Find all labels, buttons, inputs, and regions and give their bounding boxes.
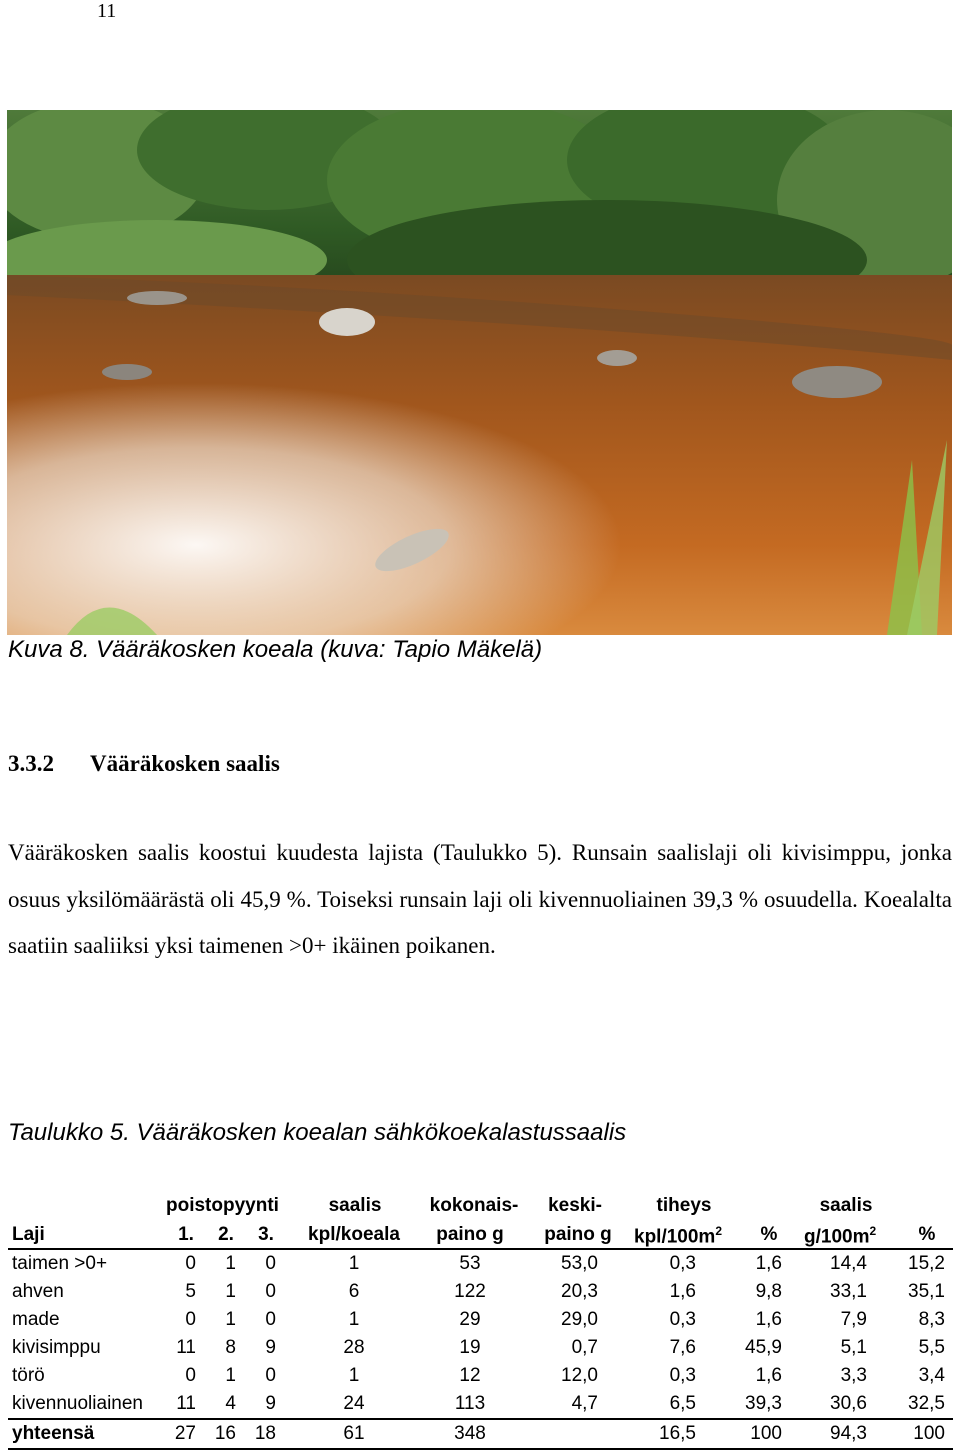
cell-p2: 4 bbox=[225, 1393, 236, 1414]
table-row bbox=[8, 1306, 953, 1334]
cell-saalp: 100 bbox=[913, 1423, 945, 1444]
cell-kpl: 28 bbox=[343, 1337, 365, 1358]
cell-kpl: 6 bbox=[348, 1281, 360, 1302]
cell-p2: 8 bbox=[225, 1337, 236, 1358]
cell-p2: 1 bbox=[225, 1281, 236, 1302]
cell-tihp: 45,9 bbox=[745, 1337, 782, 1358]
header-saalis: saalis bbox=[328, 1195, 382, 1216]
table-title: Taulukko 5. Vääräkosken koealan sähkökoekalastussaalis bbox=[8, 1119, 627, 1146]
cell-saalp: 3,4 bbox=[918, 1365, 945, 1386]
table-total-row bbox=[8, 1418, 953, 1450]
cell-p2: 1 bbox=[225, 1309, 236, 1330]
page-number: 11 bbox=[97, 0, 117, 22]
header-pct-1: % bbox=[760, 1224, 778, 1245]
cell-laji: kivennuoliainen bbox=[12, 1393, 143, 1414]
cell-kes: 53,0 bbox=[561, 1253, 598, 1274]
cell-p1: 0 bbox=[185, 1365, 196, 1386]
cell-tih: 6,5 bbox=[669, 1393, 696, 1414]
cell-saal: 30,6 bbox=[830, 1393, 867, 1414]
cell-laji: yhteensä bbox=[12, 1423, 95, 1444]
header-kokonais: kokonais- bbox=[429, 1195, 519, 1216]
cell-saal: 7,9 bbox=[840, 1309, 867, 1330]
cell-tihp: 9,8 bbox=[755, 1281, 782, 1302]
cell-tihp: 1,6 bbox=[755, 1309, 782, 1330]
cell-kpl: 1 bbox=[348, 1365, 360, 1386]
cell-p3: 9 bbox=[265, 1337, 276, 1358]
figure-caption: Kuva 8. Vääräkosken koeala (kuva: Tapio Mäkelä) bbox=[8, 636, 543, 663]
cell-p3: 9 bbox=[265, 1393, 276, 1414]
cell-kok: 29 bbox=[459, 1309, 481, 1330]
header-poisto: poistopyynti bbox=[166, 1195, 279, 1216]
header-p1: 1. bbox=[178, 1224, 194, 1245]
cell-kes: 12,0 bbox=[561, 1365, 598, 1386]
cell-saalp: 32,5 bbox=[908, 1393, 945, 1414]
cell-kes: 4,7 bbox=[571, 1393, 598, 1414]
cell-laji: törö bbox=[12, 1365, 45, 1386]
table-row bbox=[8, 1250, 953, 1278]
cell-tih: 0,3 bbox=[669, 1309, 696, 1330]
cell-kok: 19 bbox=[459, 1337, 481, 1358]
section-number: 3.3.2 bbox=[8, 751, 54, 776]
header-kpl-100m: kpl/$100m^2$ bbox=[634, 1224, 723, 1248]
section-heading bbox=[8, 751, 280, 777]
section-title-text: Vääräkosken saalis bbox=[90, 751, 280, 776]
cell-p3: 0 bbox=[265, 1309, 276, 1330]
cell-kpl: 61 bbox=[343, 1423, 365, 1444]
cell-saalp: 8,3 bbox=[918, 1309, 945, 1330]
cell-tih: 1,6 bbox=[669, 1281, 696, 1302]
table-body bbox=[8, 1250, 953, 1450]
cell-tih: 0,3 bbox=[669, 1365, 696, 1386]
cell-tih: 0,3 bbox=[669, 1253, 696, 1274]
header-laji: Laji bbox=[12, 1224, 45, 1245]
cell-kok: 12 bbox=[459, 1365, 481, 1386]
cell-kes: 0,7 bbox=[571, 1337, 598, 1358]
cell-p3: 0 bbox=[265, 1253, 276, 1274]
cell-tihp: 1,6 bbox=[755, 1365, 782, 1386]
cell-p1: 0 bbox=[185, 1309, 196, 1330]
cell-p3: 0 bbox=[265, 1281, 276, 1302]
cell-laji: made bbox=[12, 1309, 60, 1330]
cell-saal: 94,3 bbox=[830, 1423, 867, 1444]
cell-saal: 33,1 bbox=[830, 1281, 867, 1302]
cell-saal: 5,1 bbox=[840, 1337, 867, 1358]
cell-kpl: 24 bbox=[343, 1393, 365, 1414]
cell-kes: 29,0 bbox=[561, 1309, 598, 1330]
table-row bbox=[8, 1334, 953, 1362]
cell-p2: 16 bbox=[214, 1423, 236, 1444]
header-keski: keski- bbox=[548, 1195, 602, 1216]
header-p2: 2. bbox=[218, 1224, 234, 1245]
cell-tih: 7,6 bbox=[669, 1337, 696, 1358]
catch-table bbox=[8, 1190, 953, 1450]
cell-kpl: 1 bbox=[348, 1253, 360, 1274]
cell-kok: 348 bbox=[454, 1423, 486, 1444]
cell-tihp: 39,3 bbox=[745, 1393, 782, 1414]
cell-tihp: 100 bbox=[750, 1423, 782, 1444]
header-keskipaino: paino g bbox=[544, 1224, 612, 1245]
cell-kok: 53 bbox=[459, 1253, 481, 1274]
header-p3: 3. bbox=[258, 1224, 274, 1245]
cell-laji: taimen >0+ bbox=[12, 1253, 108, 1274]
cell-p1: 11 bbox=[176, 1393, 196, 1414]
body-paragraph: Vääräkosken saalis koostui kuudesta lajista (Taulukko 5). Runsain saalislaji oli kivisimppu, jonka osuus yksilömäärästä oli 45,9 %. Toiseksi runsain laji oli kivennuoliainen 39,3 % osuudella. Koealalta saatiin saaliiksi yksi taimenen >0+ ikäinen poikanen. bbox=[8, 840, 952, 958]
cell-p3: 0 bbox=[265, 1365, 276, 1386]
cell-laji: kivisimppu bbox=[12, 1337, 101, 1358]
cell-saalp: 5,5 bbox=[918, 1337, 945, 1358]
cell-kok: 122 bbox=[454, 1281, 486, 1302]
header-kokonaispaino: paino g bbox=[436, 1224, 504, 1245]
cell-tihp: 1,6 bbox=[755, 1253, 782, 1274]
header-pct-2: % bbox=[918, 1224, 936, 1245]
cell-saalp: 35,1 bbox=[908, 1281, 945, 1302]
cell-p1: 5 bbox=[185, 1281, 196, 1302]
cell-p2: 1 bbox=[225, 1365, 236, 1386]
river-photo bbox=[7, 110, 952, 635]
header-saalis-2: saalis bbox=[819, 1195, 873, 1216]
cell-saal: 14,4 bbox=[830, 1253, 867, 1274]
cell-kes: 20,3 bbox=[561, 1281, 598, 1302]
table-row bbox=[8, 1390, 953, 1418]
cell-p3: 18 bbox=[254, 1423, 276, 1444]
cell-p1: 27 bbox=[174, 1423, 196, 1444]
cell-saal: 3,3 bbox=[840, 1365, 867, 1386]
table-row bbox=[8, 1362, 953, 1390]
cell-tih: 16,5 bbox=[659, 1423, 696, 1444]
cell-kpl: 1 bbox=[348, 1309, 360, 1330]
cell-laji: ahven bbox=[12, 1281, 64, 1302]
cell-p2: 1 bbox=[225, 1253, 236, 1274]
cell-p1: 11 bbox=[176, 1337, 196, 1358]
table-header bbox=[8, 1190, 953, 1250]
header-tiheys: tiheys bbox=[656, 1195, 712, 1216]
cell-saalp: 15,2 bbox=[908, 1253, 945, 1274]
cell-kok: 113 bbox=[454, 1393, 486, 1414]
header-g-100m: $g/100m^2$ bbox=[804, 1224, 877, 1248]
header-kpl-koeala: kpl/koeala bbox=[308, 1224, 400, 1245]
cell-p1: 0 bbox=[185, 1253, 196, 1274]
table-row bbox=[8, 1278, 953, 1306]
